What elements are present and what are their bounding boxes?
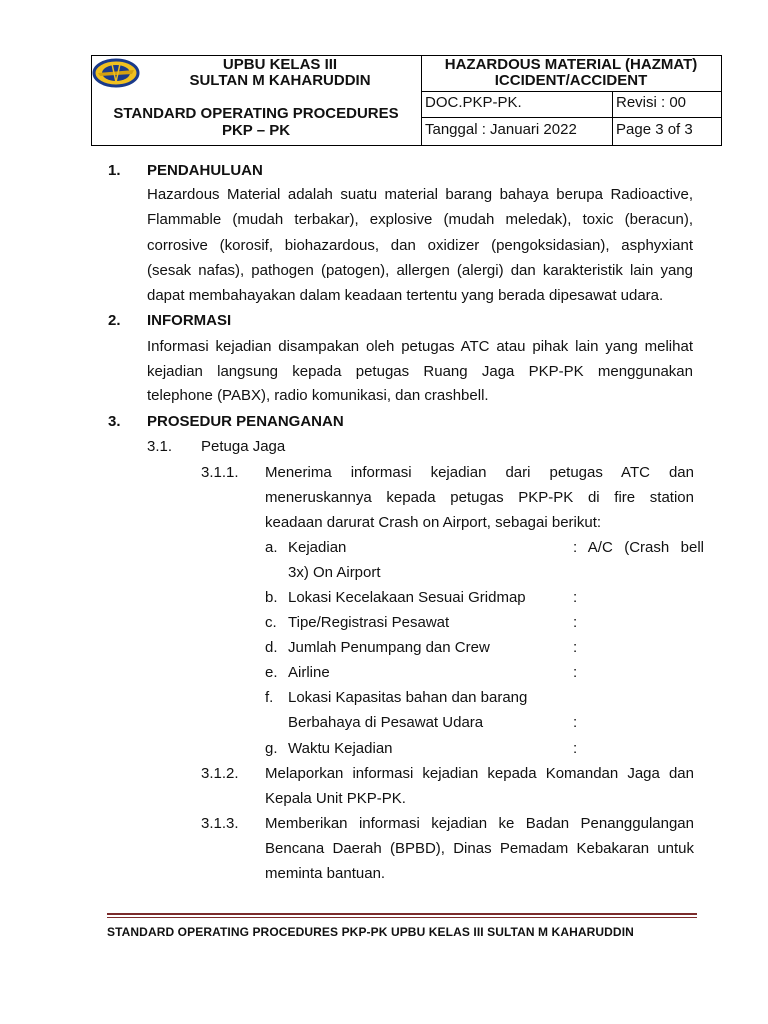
item-number: 3.1.2.: [201, 765, 239, 782]
document-title-line1: HAZARDOUS MATERIAL (HAZMAT): [444, 56, 698, 73]
sop-title-line1: STANDARD OPERATING PROCEDURES: [113, 105, 399, 122]
sop-title-line2: PKP – PK: [221, 122, 291, 139]
subsection-number: 3.1.: [147, 438, 173, 455]
item-number: 3.1.1.: [201, 464, 239, 481]
section-title: PENDAHULUAN: [147, 162, 263, 179]
list-letter: a.: [265, 539, 278, 556]
section-number: 2.: [108, 312, 121, 329]
list-continuation: 3x) On Airport: [288, 564, 381, 581]
text-line: corrosive (korosif, biohazardous, dan oxidizer (pengoksidasian), asphyxiant: [147, 237, 693, 254]
text-line: meneruskannya kepada petugas PKP-PK di fire station: [265, 489, 694, 506]
list-letter: c.: [265, 614, 277, 631]
list-label: Jumlah Penumpang dan Crew: [288, 639, 490, 656]
text-line: Melaporkan informasi kejadian kepada Komandan Jaga dan: [265, 765, 694, 782]
paragraph-line: Kepala Unit PKP-PK.: [265, 790, 406, 807]
section-number: 1.: [108, 162, 121, 179]
list-colon: :: [573, 740, 578, 757]
paragraph-line: [147, 262, 693, 279]
paragraph-line: dapat membahayakan dalam keadaan tertentu yang berada dipesawat udara.: [147, 287, 664, 304]
section-number: 3.: [108, 413, 121, 430]
footer-text: STANDARD OPERATING PROCEDURES PKP-PK UPBU KELAS III SULTAN M KAHARUDDIN: [107, 925, 634, 939]
paragraph-line: [147, 363, 693, 380]
list-label: Tipe/Registrasi Pesawat: [288, 614, 450, 631]
header-divider: [421, 117, 721, 118]
list-colon: :: [573, 664, 578, 681]
paragraph-line: meminta bantuan.: [265, 865, 386, 882]
list-label: Lokasi Kecelakaan Sesuai Gridmap: [288, 589, 526, 606]
page-number: Page 3 of 3: [616, 121, 693, 138]
revision: Revisi : 00: [616, 94, 687, 111]
paragraph-line: [265, 765, 694, 782]
header-divider: [612, 91, 613, 145]
subsection-title: Petuga Jaga: [201, 438, 286, 455]
text-line: Memberikan informasi kejadian ke Badan Penanggulangan: [265, 815, 694, 832]
section-title: INFORMASI: [147, 312, 232, 329]
text-line: Informasi kejadian disampakan oleh petugas ATC atau pihak lain yang melihat: [147, 338, 693, 355]
text-line: kejadian langsung kepada petugas Ruang Jaga PKP-PK menggunakan: [147, 363, 693, 380]
text-line: Bencana Daerah (BPBD), Dinas Pemadam Kebakaran untuk: [265, 840, 694, 857]
document-title-line2: ICCIDENT/ACCIDENT: [494, 72, 648, 89]
list-label: Lokasi Kapasitas bahan dan barang: [288, 689, 528, 706]
list-colon: :: [573, 639, 578, 656]
justified-line: [147, 186, 693, 203]
footer-rule: [107, 913, 697, 915]
paragraph-line: [147, 338, 693, 355]
text-line: Menerima informasi kejadian dari petugas ATC dan: [265, 464, 694, 481]
paragraph-line: [265, 489, 694, 506]
section-title: PROSEDUR PENANGANAN: [147, 413, 344, 430]
header-divider: [421, 91, 721, 92]
text-line: (sesak nafas), pathogen (patogen), allergen (alergi) dan karakteristik lain yang: [147, 262, 693, 279]
paragraph-line: telephone (PABX), radio komunikasi, dan crashbell.: [147, 387, 489, 404]
text-line: : A/C (Crash bell: [573, 539, 704, 556]
list-value: [573, 539, 704, 556]
list-label: Airline: [288, 664, 330, 681]
paragraph-line: [147, 186, 693, 203]
list-letter: g.: [265, 740, 278, 757]
date: Tanggal : Januari 2022: [425, 121, 577, 138]
org-name-line2: SULTAN M KAHARUDDIN: [189, 72, 371, 89]
list-letter: e.: [265, 664, 278, 681]
org-name-line1: UPBU KELAS III: [222, 56, 338, 73]
list-label: Waktu Kejadian: [288, 740, 393, 757]
list-colon: :: [573, 589, 578, 606]
text-line: Flammable (mudah terbakar), explosive (mudah meledak), toxic (beracun),: [147, 211, 693, 228]
footer-rule: [107, 917, 697, 918]
item-number: 3.1.3.: [201, 815, 239, 832]
list-letter: d.: [265, 639, 278, 656]
text-line: Hazardous Material adalah suatu material barang bahaya berupa Radioactive,: [147, 186, 693, 203]
paragraph-line: keadaan darurat Crash on Airport, sebagai berikut:: [265, 514, 602, 531]
list-label: Kejadian: [288, 539, 347, 556]
list-colon: :: [573, 714, 578, 731]
list-continuation: Berbahaya di Pesawat Udara: [288, 714, 484, 731]
airport-logo-icon: [92, 58, 140, 88]
doc-number: DOC.PKP-PK.: [425, 94, 522, 111]
paragraph-line: [147, 211, 693, 228]
list-colon: :: [573, 614, 578, 631]
paragraph-line: [147, 237, 693, 254]
list-letter: b.: [265, 589, 278, 606]
paragraph-line: [265, 464, 694, 481]
list-letter: f.: [265, 689, 274, 706]
paragraph-line: [265, 815, 694, 832]
paragraph-line: [265, 840, 694, 857]
